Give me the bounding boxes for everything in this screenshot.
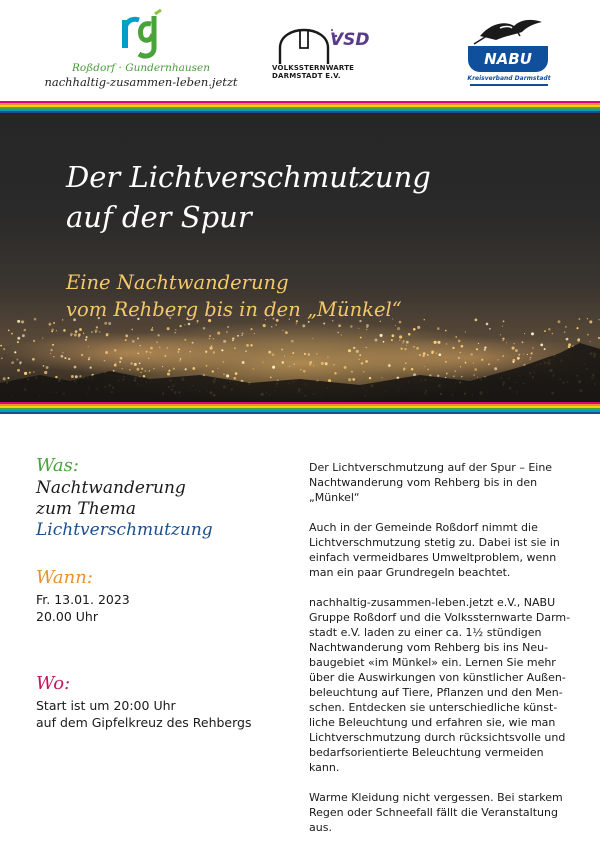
event-facts [36, 455, 286, 731]
header [0, 0, 600, 100]
body-paragraph-1: Der Lichtverschmutzung auf der Spur – Eine Nachtwanderung vom Rehberg bis in den „Münkel“ [309, 461, 553, 504]
wo-details [36, 697, 286, 731]
wo-line2: auf dem Gipfelkreuz des Rehbergs [36, 715, 252, 730]
wo-line1: Start ist um 20:00 Uhr [36, 698, 176, 713]
hero-title-line1: Der Lichtverschmutzung [66, 160, 431, 194]
hero-subtitle-line1: Eine Nachtwanderung [66, 271, 289, 294]
hero-banner [0, 113, 600, 402]
hero-title [66, 157, 546, 237]
hero-subtitle-line2: vom Rehberg bis in den „Münkel“ [66, 298, 402, 321]
was-line2: zum Thema [36, 499, 137, 519]
rossdorf-logo [36, 8, 246, 96]
color-stripes-top [0, 101, 600, 113]
body-paragraph-2: Auch in der Gemeinde Roßdorf nimmt die Lichtverschmutzung stetig zu. Dabei ist sie in einfach vermeidbares Umweltproblem, wenn man ein paar Grundregeln beachtet. [309, 521, 560, 579]
was-heading: Was: [36, 455, 79, 476]
rg-logo-locality: Roßdorf · Gundernhausen [72, 62, 210, 74]
stork-icon [470, 14, 550, 48]
vsd-logo [268, 26, 388, 88]
color-stripes-bottom [0, 402, 600, 414]
rg-mark-icon [117, 8, 165, 60]
was-line3: Lichtverschmutzung [36, 520, 213, 540]
body-paragraph-3: nachhaltig-zusammen-leben.jetzt e.V., NABU Gruppe Roßdorf und die Volkssternwarte Darmstadt e.V. laden zu einer ca. 1½ stündigen Nachtwanderung vom Rehberg bis ins Neubaugebiet «im Münkel» ein. Lernen Sie mehr über die Auswirkungen von künstlicher Außenbeleuchtung auf Tiere, Pflanzen und den Menschen. Entdecken sie unterschiedliche künstliche Beleuchtung und erfahren sie, wie man Lichtverschmutzung durch rücksichtsvolle und bedarfsorientierte Beleuchtung vermeiden kann. [309, 596, 571, 774]
nabu-wordmark: NABU [484, 50, 532, 68]
event-date: Fr. 13.01. 2023 [36, 592, 130, 607]
was-line1: Nachtwanderung [36, 478, 186, 498]
wann-details [36, 591, 286, 625]
hero-title-line2: auf der Spur [66, 200, 252, 234]
nabu-subtitle: Kreisverband Darmstadt [467, 75, 551, 82]
event-description [309, 460, 571, 848]
stripe-band [0, 412, 600, 414]
body-paragraph-4: Warme Kleidung nicht vergessen. Bei starkem Regen oder Schneefall fällt die Veranstaltung aus. [309, 791, 563, 834]
wo-heading: Wo: [36, 673, 71, 694]
vsd-mark: VSD [330, 30, 370, 50]
rg-logo-tagline: nachhaltig-zusammen-leben.jetzt [44, 75, 238, 89]
vsd-line1: VOLKSSTERNWARTE [272, 64, 355, 72]
nabu-underline [470, 84, 548, 86]
vsd-line2: DARMSTADT E.V. [272, 72, 341, 80]
event-time: 20.00 Uhr [36, 609, 98, 624]
nabu-logo [464, 12, 554, 98]
wann-heading: Wann: [36, 567, 93, 588]
was-description [36, 478, 286, 541]
hero-subtitle [66, 269, 566, 323]
vsd-name [272, 64, 354, 80]
